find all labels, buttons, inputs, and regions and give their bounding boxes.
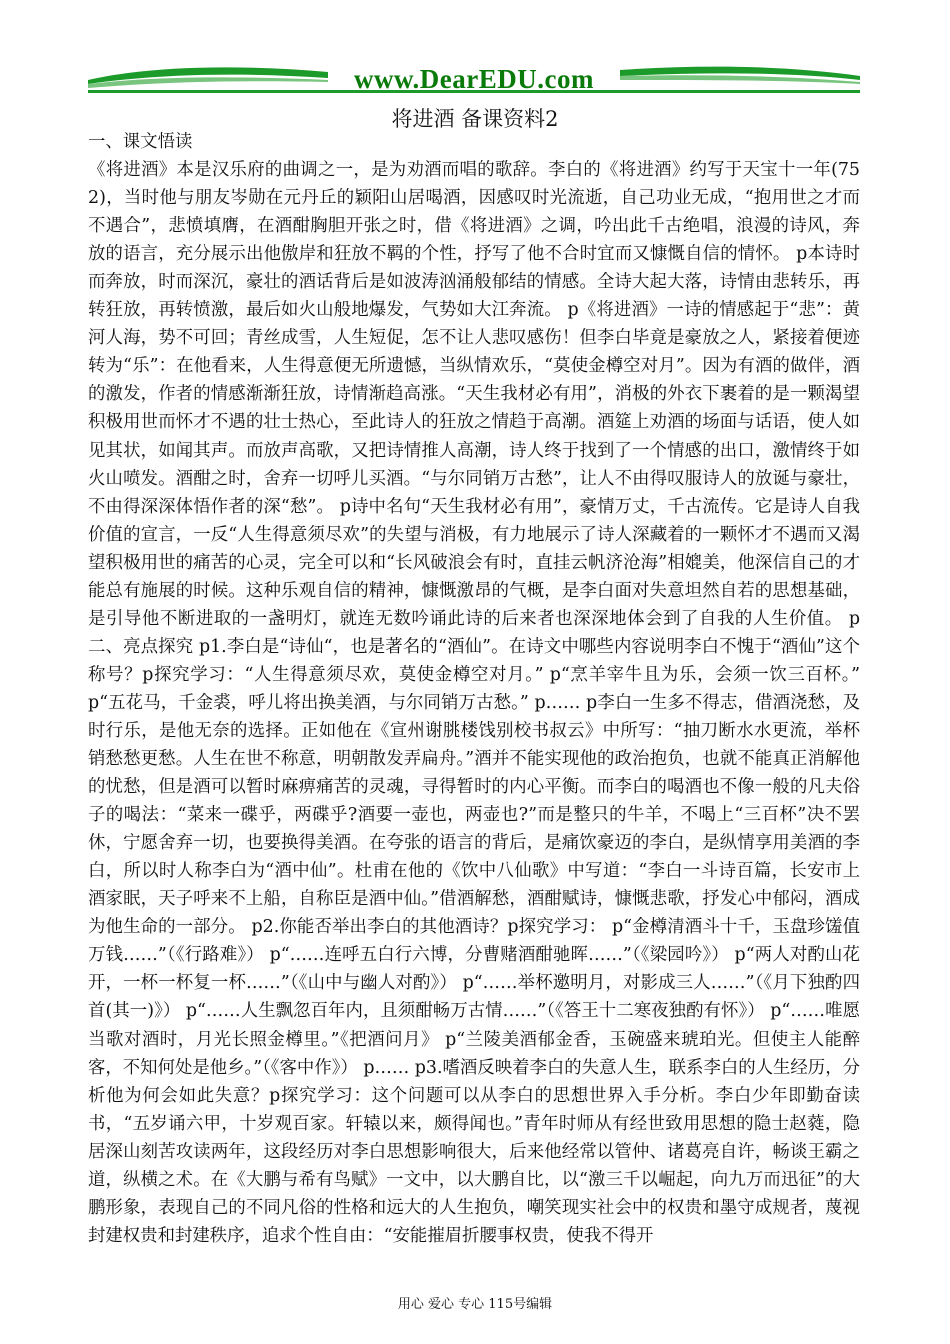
page-footer: 用心 爱心 专心 115号编辑: [397, 1297, 553, 1312]
site-name[interactable]: www.DearEDU.com: [354, 64, 594, 94]
document-body: [88, 128, 860, 1250]
section-heading: 一、课文悟读: [88, 132, 193, 152]
site-header: [88, 60, 860, 102]
document-title: 将进酒 备课资料2: [391, 107, 559, 131]
body-paragraph: 《将进酒》本是汉乐府的曲调之一，是为劝酒而唱的歌辞。李白的《将进酒》约写于天宝十一年(752)，当时他与朋友岑勋在元丹丘的颖阳山居喝酒，因感叹时光流逝，自己功业无成，“抱用世之才而不遇合”，悲愤填膺，在酒酣胸胆开张之时，借《将进酒》之调，吟出此千古绝唱，浪漫的诗风，奔放的语言，充分展示出他傲岸和狂放不羁的个性，抒写了他不合时宜而又慷慨自信的情怀。 p本诗时而奔放，时而深沉，豪壮的酒话背后是如波涛汹涌般郁结的情感。全诗大起大落，诗情由悲转乐，再转狂放，再转愤激，最后如火山般地爆发，气势如大江奔流。 p《将进酒》一诗的情感起于“悲”：黄河人海，势不可回；青丝成雪，人生短促，怎不让人悲叹感伤！但李白毕竟是豪放之人，紧接着便迹转为“乐”：在他看来，人生得意便无所遗憾，当纵情欢乐，“莫使金樽空对月”。因为有酒的做伴，酒的激发，作者的情感渐渐狂放，诗情渐趋高涨。“天生我材必有用”，消极的外衣下裹着的是一颗渴望积极用世而怀才不遇的壮士热心，至此诗人的狂放之情趋于高潮。酒筵上劝酒的场面与话语，使人如见其状，如闻其声。而放声高歌，又把诗情推人高潮，诗人终于找到了一个情感的出口，激情终于如火山喷发。酒酣之时，舍弃一切呼儿买酒。“与尔同销万古愁”，让人不由得叹服诗人的放诞与豪壮，不由得深深体悟作者的深“愁”。 p诗中名句“天生我材必有用”，豪情万丈，千古流传。它是诗人自我价值的宣言，一反“人生得意须尽欢”的失望与消极，有力地展示了诗人深藏着的一颗怀才不遇而又渴望积极用世的痛苦的心灵，完全可以和“长风破浪会有时，直挂云帆济沧海”相媲美，他深信自己的才能总有施展的时候。这种乐观自信的精神，慷慨激昂的气概，是李白面对失意坦然自若的思想基础，是引导他不断进取的一盏明灯，就连无数吟诵此诗的后来者也深深地体会到了自我的人生价值。 p二、亮点探究 p1.李白是“诗仙“，也是著名的“酒仙”。在诗文中哪些内容说明李白不愧于“酒仙”这个称号？p探究学习：“人生得意须尽欢，莫使金樽空对月。” p“烹羊宰牛且为乐，会须一饮三百杯。” p“五花马，千金裘，呼儿将出换美酒，与尔同销万古愁。” p…… p李白一生多不得志，借酒浇愁，及时行乐，是他无奈的选择。正如他在《宣州谢朓楼饯别校书叔云》中所写：“抽刀断水水更流，举杯销愁愁更愁。人生在世不称意，明朝散发弄扁舟。”酒并不能实现他的政治抱负，也就不能真正消解他的忧愁，但是酒可以暂时麻痹痛苦的灵魂，寻得暂时的内心平衡。而李白的喝酒也不像一般的凡夫俗子的喝法：“菜来一碟乎，两碟乎?酒要一壶也，两壶也?”而是整只的牛羊，不喝上“三百杯”决不罢休，宁愿舍弃一切，也要换得美酒。在夸张的语言的背后，是痛饮豪迈的李白，是纵情享用美酒的李白，所以时人称李白为“酒中仙”。杜甫在他的《饮中八仙歌》中写道：“李白一斗诗百篇，长安市上酒家眠，天子呼来不上船，自称臣是酒中仙。”借酒解愁，酒酣赋诗，慷慨悲歌，抒发心中郁闷，酒成为他生命的一部分。 p2.你能否举出李白的其他酒诗？p探究学习： p“金樽清酒斗十千，玉盘珍馐值万钱……”（《行路难》） p“……连呼五白行六博，分曹赌酒酣驰晖……”（《梁园吟》） p“两人对酌山花开，一杯一杯复一杯……”（《山中与幽人对酌》） p“……举杯邀明月，对影成三人……”（《月下独酌四首(其一)》） p“……人生飘忽百年内，且须酣畅万古情……”（《答王十二寒夜独酌有怀》） p“……唯愿当歌对酒时，月光长照金樽里。”《把酒问月》 p“兰陵美酒郁金香，玉碗盛来琥珀光。但使主人能醉客，不知何处是他乡。”（《客中作》） p…… p3.嗜酒反映着李白的失意人生，联系李白的人生经历，分析他为何会如此失意？p探究学习：这个问题可以从李白的思想世界入手分析。李白少年即勤奋读书，“五岁诵六甲，十岁观百家。轩辕以来，颇得闻也。”青年时师从有经世致用思想的隐士赵蕤，隐居深山刻苦攻读两年，这段经历对李白思想影响很大，后来他经常以管仲、诸葛亮自许，畅谈王霸之道，纵横之术。在《大鹏与希有鸟赋》一文中，以大鹏自比，以“激三千以崛起，向九万而迅征”的大鹏形象，表现自己的不同凡俗的性格和远大的人生抱负，嘲笑现实社会中的权贵和墨守成规者，蔑视封建权贵和封建秩序，追求个性自由：“安能摧眉折腰事权贵，使我不得开: [88, 160, 860, 1246]
